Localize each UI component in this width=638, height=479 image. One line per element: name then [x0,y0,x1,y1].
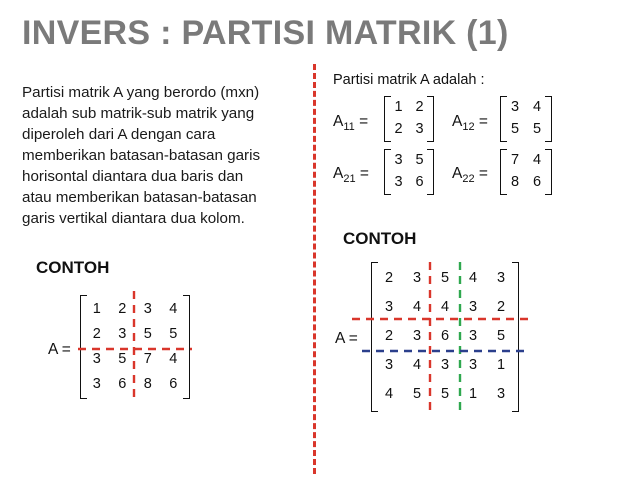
matrix-cell: 1 [468,386,478,403]
matrix-cell: 3 [510,99,520,115]
matrix-cell: 3 [384,298,394,315]
matrix-cell: 3 [412,328,422,344]
matrix-cell: 3 [394,152,403,168]
matrix-cell: 8 [510,174,520,190]
matrix-cell: 5 [440,386,450,403]
definition-line: garis vertikal diantara dua kolom. [22,210,245,227]
equals-sign: = [359,165,369,182]
right-matrix-label: A = [335,330,358,347]
matrix-cell: 3 [496,269,506,286]
matrix-cell: 4 [412,357,422,374]
sub-name: A [452,165,463,182]
matrix-cell: 6 [440,328,450,344]
matrix-cell: 5 [415,152,424,168]
sub-index: 22 [462,173,475,186]
matrix-cell: 5 [118,350,127,367]
matrix-cell: 7 [143,350,152,367]
matrix-cell: 3 [468,328,478,344]
matrix-cell: 1 [496,357,506,374]
partition-intro: Partisi matrik A adalah : [333,72,485,88]
matrix-cell: 1 [92,300,101,317]
matrix-cell: 2 [394,121,403,137]
matrix-cell: 5 [412,386,422,403]
definition-line: adalah sub matrik-sub matrik yang [22,105,255,122]
matrix-cell: 5 [143,325,152,342]
matrix-cell: 5 [169,325,178,342]
matrix-cell: 3 [412,269,422,286]
matrix-cell: 3 [118,325,127,342]
definition-line: memberikan batasan-batasan garis [22,147,261,164]
sub-name: A [333,165,344,182]
matrix-cell: 6 [118,375,127,392]
left-matrix-label: A = [48,341,71,358]
equals-sign: = [478,113,488,130]
definition-line: Partisi matrik A yang berordo (mxn) [22,84,260,101]
matrix-cell: 2 [496,298,506,315]
matrix-cell: 2 [415,99,424,115]
matrix-cell: 6 [532,174,542,190]
matrix-cell: 2 [384,269,394,286]
matrix-cell: 4 [468,269,478,286]
matrix-cell: 4 [169,300,178,317]
left-example-heading: CONTOH [36,258,110,277]
matrix-cell: 4 [532,99,542,115]
matrix-cell: 3 [384,357,394,374]
definition-line: horisontal diantara dua baris dan [22,168,244,185]
matrix-cell: 7 [510,152,520,168]
matrix-cell: 3 [440,357,450,374]
equals-sign: = [359,113,369,130]
page-title: INVERS : PARTISI MATRIK (1) [22,14,509,52]
matrix-cell: 5 [440,269,450,286]
matrix-cell: 4 [412,298,422,315]
matrix-cell: 6 [169,375,178,392]
right-example-heading: CONTOH [343,229,417,248]
sub-index: 21 [343,173,356,186]
matrix-cell: 3 [143,300,152,317]
definition-line: atau memberikan batasan-batasan [22,189,257,206]
matrix-cell: 3 [468,298,478,315]
matrix-cell: 4 [384,386,394,403]
matrix-cell: 2 [384,328,394,344]
matrix-cell: 3 [468,357,478,374]
matrix-cell: 1 [394,99,403,115]
matrix-cell: 4 [169,350,178,367]
matrix-cell: 4 [440,298,450,315]
matrix-cell: 3 [92,375,101,392]
sub-name: A [333,113,344,130]
matrix-cell: 6 [415,174,424,190]
matrix-cell: 5 [532,121,542,137]
equals-sign: = [478,165,488,182]
matrix-cell: 3 [92,350,101,367]
sub-name: A [452,113,463,130]
matrix-cell: 3 [415,121,424,137]
sub-index: 11 [343,121,355,134]
definition-line: diperoleh dari A dengan cara [22,126,216,143]
matrix-cell: 8 [143,375,152,392]
sub-index: 12 [462,121,475,134]
matrix-cell: 3 [394,174,403,190]
matrix-cell: 4 [532,152,542,168]
matrix-cell: 5 [510,121,520,137]
matrix-cell: 2 [92,325,101,342]
matrix-cell: 3 [496,386,506,403]
matrix-cell: 2 [118,300,127,317]
matrix-cell: 5 [496,328,506,344]
